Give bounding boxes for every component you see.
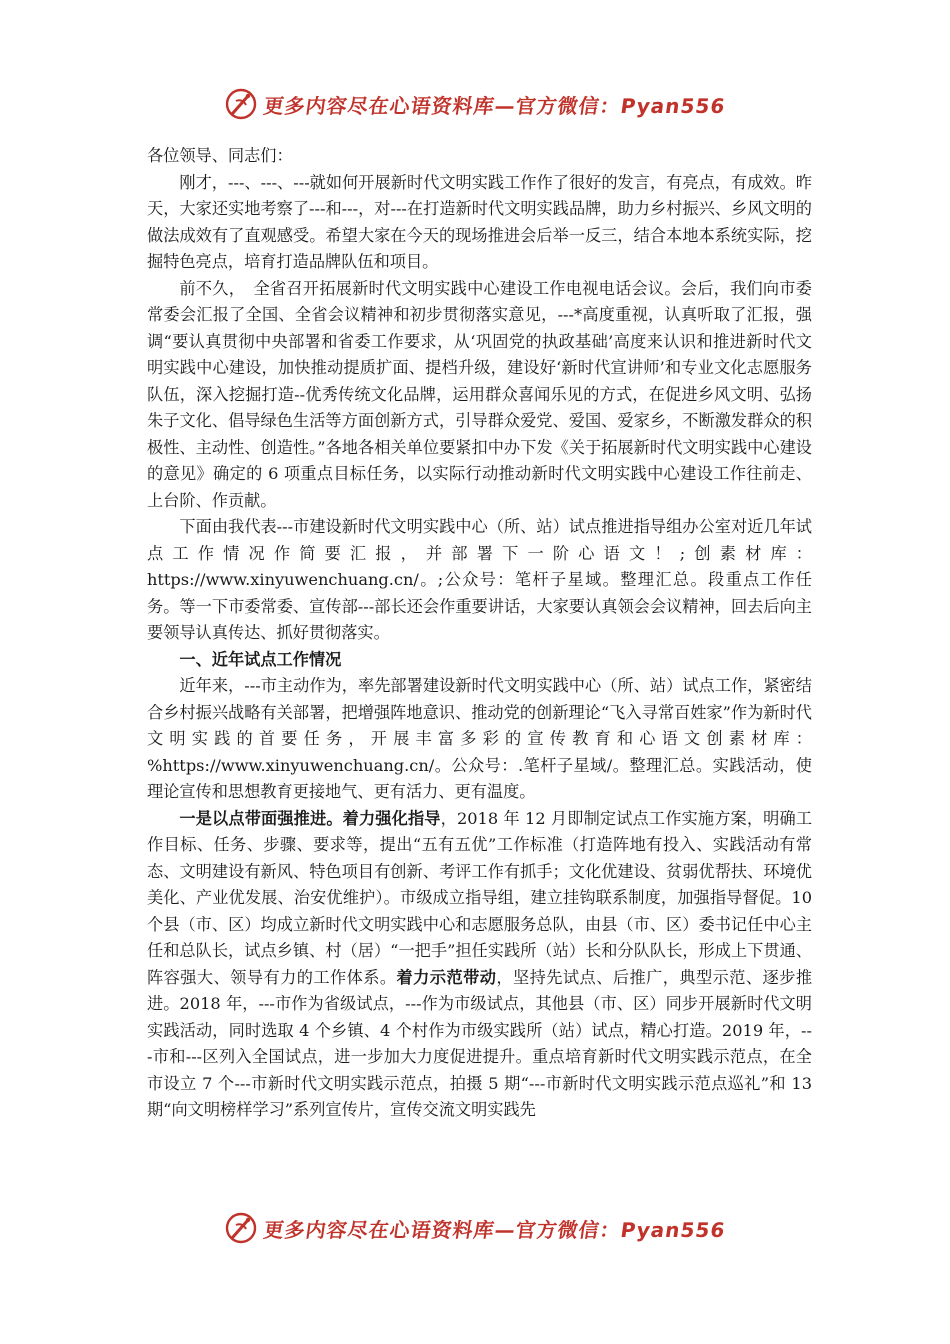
brand-logo-icon [224,1211,258,1245]
paragraph-meeting-summary: 前不久， 全省召开拓展新时代文明实践中心建设工作电视电话会议。会后，我们向市委常委会汇报了全国、全省会议精神和初步贯彻落实意见，---*高度重视，认真听取了汇报，强调“要认真贯彻中央部署和省委工作要求，从‘巩固党的执政基础’高度来认识和推进新时代文明实践中心建设，加快推动提质扩面、提档升级，建设好‘新时代宣讲师’和专业文化志愿服务队伍，深入挖掘打造--优秀传统文化品牌，运用群众喜闻乐见的方式，在促进乡风文明、弘扬朱子文化、倡导绿色生活等方面创新方式，引导群众爱党、爱国、爱家乡，不断激发群众的积极性、主动性、创造性。”各地各相关单位要紧扣中办下发《关于拓展新时代文明实践中心建设的意见》确定的 6 项重点目标任务，以实际行动推动新时代文明实践中心建设工作往前走、上台阶、作贡献。 [147,278,812,510]
section-heading-1: 一、近年试点工作情况 [179,649,342,669]
document-body [147,143,812,1124]
brand-logo-icon [224,87,258,121]
watermark-text: 更多内容尽在心语资料库—官方微信：Pyan556 [262,93,728,118]
paragraph-text-1: ，2018 年 12 月即制定试点工作实施方案，明确工作目标、任务、步骤、要求等，提出“五有五优”工作标准（打造阵地有投入、实践活动有常态、文明建设有新风、特色项目有创新、考评工作有抓手；文化优建设、贫弱优帮扶、环境优美化、产业优发展、治安优维护）。市级成立指导组，建立挂钩联系制度，加强指导督促。10 个县（市、区）均成立新时代文明实践中心和志愿服务总队，由县（市、区）委书记任中心主任和总队长，试点乡镇、村（居）“一把手”担任实践所（站）长和分队队长，形成上下贯通、阵容强大、领导有力的工作体系。 [147,808,813,987]
paragraph-point-to-area [147,806,812,1124]
salutation: 各位领导、同志们： [147,146,293,165]
bold-lead-1: 一是以点带面强推进。着力强化指导 [179,808,441,828]
paragraph-recent-years: 近年来，---市主动作为，率先部署建设新时代文明实践中心（所、站）试点工作，紧密结合乡村振兴战略有关部署，把增强阵地意识、推动党的创新理论“飞入寻常百姓家”作为新时代文明实践的首要任务，开展丰富多彩的宣传教育和心语文创素材库：%https://www.xinyuwenchuang.cn/。公众号：.笔杆子星域/。整理汇总。实践活动，使理论宣传和思想教育更接地气、更有活力、更有温度。 [147,676,812,801]
watermark-banner-bottom [0,1208,950,1248]
bold-lead-2: 着力示范带动 [396,967,497,987]
paragraph-report-intro: 下面由我代表---市建设新时代文明实践中心（所、站）试点推进指导组办公室对近几年试点工作情况作简要汇报，并部署下一阶心语文！;创素材库：https://www.xinyuwenchuang.cn/。;公众号：笔杆子星域。整理汇总。段重点工作任务。等一下市委常委、宣传部---部长还会作重要讲话，大家要认真领会会议精神，回去后向主要领导认真传达、抓好贯彻落实。 [147,517,812,642]
watermark-text: 更多内容尽在心语资料库—官方微信：Pyan556 [262,1217,728,1242]
paragraph-text-2: ，坚持先试点、后推广，典型示范、逐步推进。2018 年，---市作为省级试点，---作为市级试点，其他县（市、区）同步开展新时代文明实践活动，同时选取 4 个乡镇、4 个村作为市级实践所（站）试点，精心打造。2019 年，---市和---区列入全国试点，进一步加大力度促进提升。重点培育新时代文明实践示范点，在全市设立 7 个---市新时代文明实践示范点，拍摄 5 期“---市新时代文明实践示范点巡礼”和 13 期“向文明榜样学习”系列宣传片，宣传交流文明实践先 [147,967,813,1119]
watermark-banner-top [0,84,950,124]
paragraph-opening: 刚才，---、---、---就如何开展新时代文明实践工作作了很好的发言，有亮点，有成效。昨天，大家还实地考察了---和---，对---在打造新时代文明实践品牌，助力乡村振兴、乡风文明的做法成效有了直观感受。希望大家在今天的现场推进会后举一反三，结合本地本系统实际，挖掘特色亮点，培育打造品牌队伍和项目。 [147,172,812,271]
